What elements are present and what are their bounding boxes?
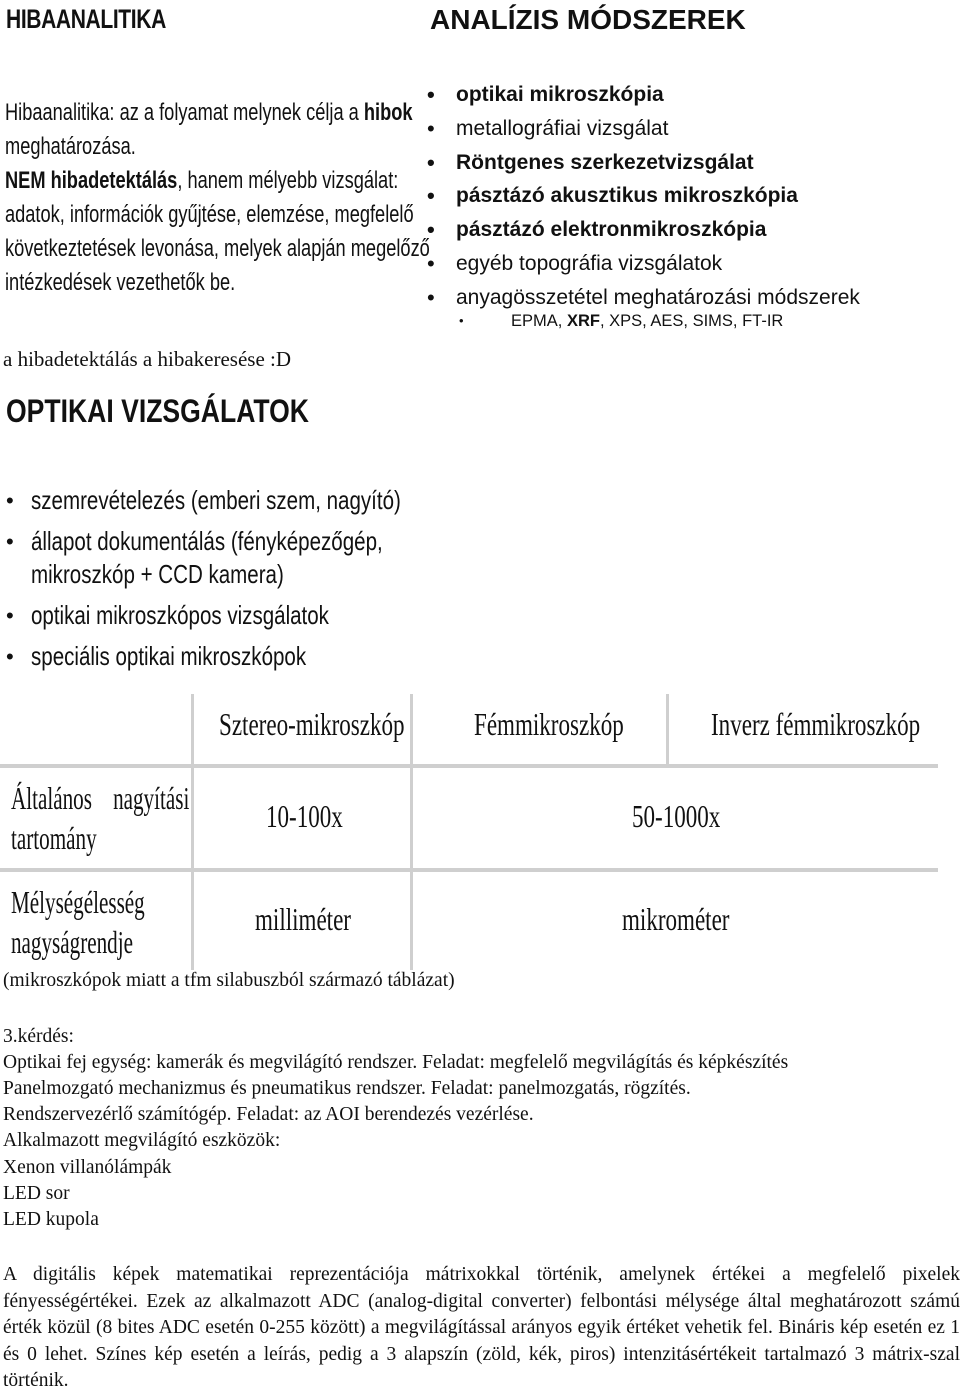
table-cell-metal-depth: mikrométer (622, 901, 730, 937)
method-list-item: • anyagösszetétel meghatározási módszerek (427, 281, 860, 315)
slide1-body-fragment: NEM hibadetektálás (5, 167, 178, 194)
row-label-line: Mélységélesség (11, 884, 145, 920)
text-line: Optikai fej egység: kamerák és megvilágító rendszer. Feladat: megfelelő megvilágítás és képkészítés (3, 1052, 789, 1073)
table-cell-metal-magnification: 50-1000x (632, 798, 721, 834)
slide1-body-line (5, 130, 400, 164)
microscope-table (0, 694, 938, 970)
sub-item-bold: XRF (566, 312, 600, 330)
table-header-metal: Fémmikroszkóp (474, 706, 624, 742)
optical-list-item (2, 525, 499, 591)
method-list-item: • Röntgenes szerkezetvizsgálat (427, 146, 860, 180)
slide1-body-fragment: Hibaanalitika: az a folyamat melynek célja a (5, 99, 364, 126)
text-line: Alkalmazott megvilágító eszközök: (3, 1130, 281, 1151)
optical-list-line: optikai mikroszkópos vizsgálatok (31, 600, 329, 630)
sub-item-before: EPMA, (511, 312, 567, 330)
row-label-line: Általános nagyítási (11, 780, 190, 816)
table-caption: (mikroszkópok miatt a tfm silabuszból származó táblázat) (3, 970, 455, 991)
slide1-body-line (5, 198, 414, 232)
slide2-sub-item (461, 312, 783, 331)
optical-list-item (2, 599, 499, 632)
slide1-title: HIBAANALITIKA (6, 4, 166, 34)
table-row-label-magnification (11, 778, 189, 858)
table-divider (0, 868, 938, 872)
optical-list-line: speciális optikai mikroszkópok (31, 641, 307, 671)
slide1-body-line (5, 232, 430, 266)
slide1-body-line (5, 96, 413, 130)
slide3-list (2, 484, 499, 681)
final-paragraph: A digitális képek matematikai reprezentációja mátrixokkal történik, amelynek értékei a megfelelő pixelek fényességértékei. Ezek az alkalmazott ADC (analog-digital converter) felbontási mélysége által meghatározott számú érték közül (8 bites ADC esetén 0-255 között) a megvilágítással arányos egyik értéket vehetik fel. Bináris kép esetén ez 1 és 0 lehet. Színes kép esetén a leírás, pedig a 3 alapszín (zöld, kék, piros) intenzitásértékeit tartalmazó 3 mátrix-szal történik. (3, 1264, 960, 1392)
sub-item-after: , XPS, AES, SIMS, FT-IR (599, 312, 784, 330)
method-list-item: • pásztázó akusztikus mikroszkópia (427, 179, 860, 213)
text-line: Panelmozgató mechanizmus és pneumatikus rendszer. Feladat: panelmozgatás, rögzítés. (3, 1078, 691, 1099)
optical-list-item (2, 484, 499, 517)
note-hiba: a hibadetektálás a hibakeresése :D (3, 347, 292, 371)
text-line: LED sor (3, 1183, 70, 1204)
text-line: LED kupola (3, 1209, 99, 1230)
method-list-item: • pásztázó elektronmikroszkópia (427, 213, 860, 247)
question-heading: 3.kérdés: (3, 1026, 74, 1047)
table-row-label-depth (11, 882, 145, 962)
method-list-item: • egyéb topográfia vizsgálatok (427, 247, 860, 281)
table-cell-stereo-magnification: 10-100x (266, 798, 343, 834)
table-cell-stereo-depth: milliméter (255, 901, 351, 937)
slide2-method-list (427, 78, 860, 315)
slide1-body-line (5, 266, 400, 300)
table-divider (410, 694, 413, 970)
table-header-stereo: Sztereo-mikroszkóp (219, 706, 405, 742)
slide1-body-fragment: adatok, információk gyűjtése, elemzése, megfelelő (5, 201, 414, 228)
optical-list-line: mikroszkóp + CCD kamera) (31, 559, 284, 589)
text-line: Xenon villanólámpák (3, 1157, 172, 1178)
optical-list-line: állapot dokumentálás (fényképezőgép, (31, 526, 383, 556)
table-divider (0, 764, 938, 768)
slide1-body-fragment: meghatározása. (5, 133, 136, 160)
slide1-body-fragment: , hanem mélyebb vizsgálat: (177, 167, 399, 194)
slide1-body-fragment: hibok (363, 99, 413, 126)
slide1-body-fragment: következtetések levonása, melyek alapján megelőző (5, 235, 430, 262)
row-label-line: nagyságrendje (11, 924, 133, 960)
table-divider (191, 694, 194, 970)
row-label-line: tartomány (11, 820, 97, 856)
slide3-title: OPTIKAI VIZSGÁLATOK (6, 393, 309, 429)
slide1-body-line (5, 164, 400, 198)
method-list-item: • metallográfiai vizsgálat (427, 112, 860, 146)
slide2-title: ANALÍZIS MÓDSZEREK (430, 4, 746, 35)
optical-list-item (2, 640, 499, 673)
optical-list-line: szemrevételezés (emberi szem, nagyító) (31, 485, 401, 515)
slide1-body-fragment: intézkedések vezethetők be. (5, 269, 236, 296)
method-list-item: • optikai mikroszkópia (427, 78, 860, 112)
table-divider (666, 694, 669, 768)
text-line: Rendszervezérlő számítógép. Feladat: az AOI berendezés vezérlése. (3, 1104, 534, 1125)
table-header-inverse: Inverz fémmikroszkóp (711, 706, 921, 742)
